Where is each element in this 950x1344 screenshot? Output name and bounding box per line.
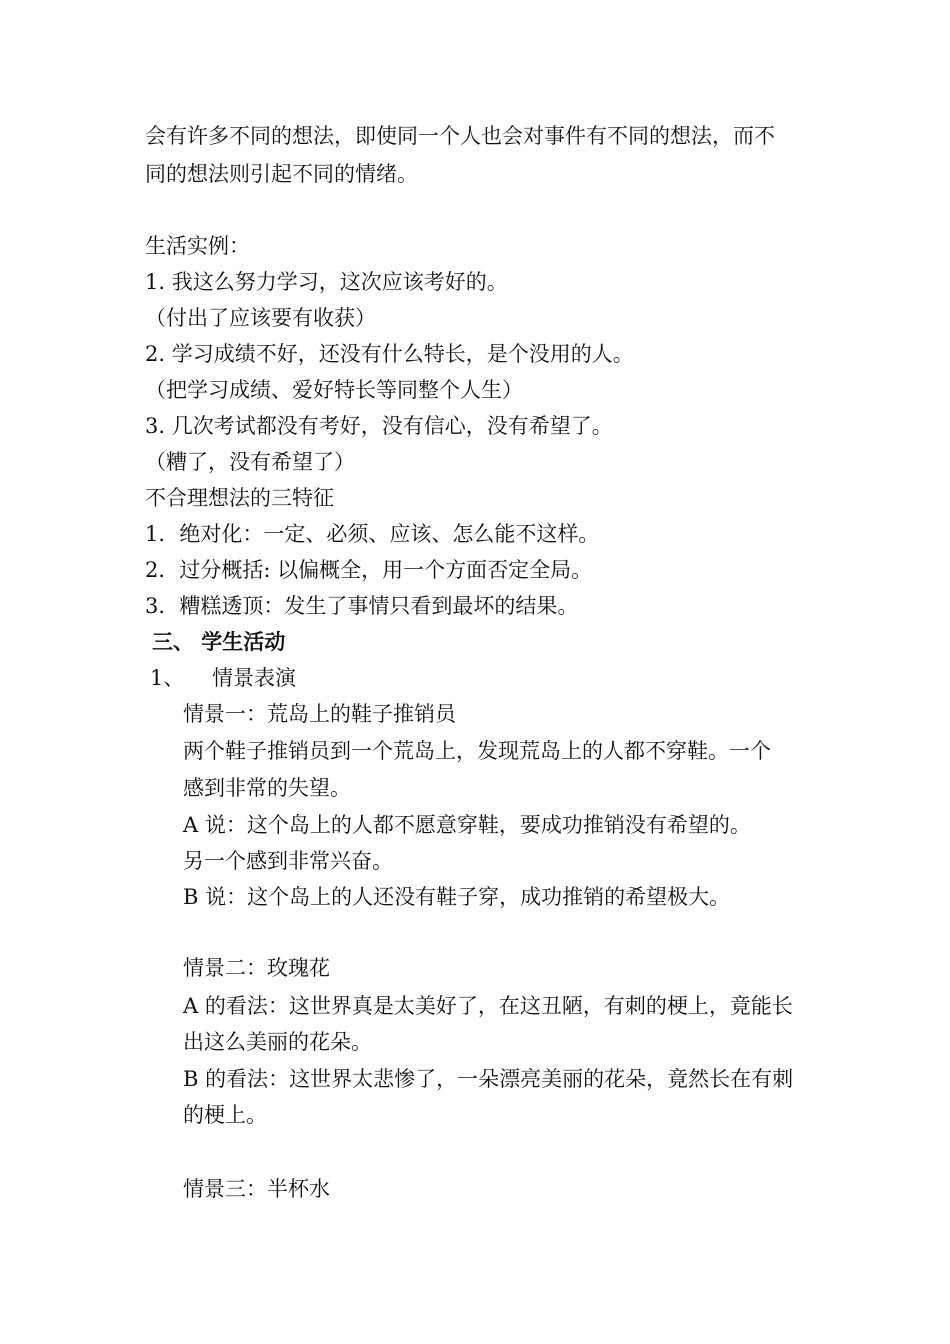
feature-1: 1．绝对化：一定、必须、应该、怎么能不这样。 [145,522,600,546]
feature-2: 2．过分概括: 以偏概全，用一个方面否定全局。 [145,558,593,582]
scene-2-b-line-2: 的梗上。 [183,1103,267,1127]
intro-line-2: 同的想法则引起不同的情绪。 [145,162,418,186]
examples-heading: 生活实例： [145,234,250,258]
intro-line-1: 会有许多不同的想法，即使同一个人也会对事件有不同的想法，而不 [145,124,775,148]
scene-2-title: 情景二：玫瑰花 [183,956,330,980]
scene-1-a: A 说：这个岛上的人都不愿意穿鞋，要成功推销没有希望的。 [183,813,751,837]
example-1: 1. 我这么努力学习，这次应该考好的。 [145,270,508,294]
scene-1-title: 情景一：荒岛上的鞋子推销员 [183,702,456,726]
feature-3: 3．糟糕透顶：发生了事情只看到最坏的结果。 [145,594,579,618]
scene-2-b-line-1: B 的看法：这世界太悲惨了，一朵漂亮美丽的花朵，竟然长在有刺 [183,1067,794,1091]
scene-1-para-line-1: 两个鞋子推销员到一个荒岛上，发现荒岛上的人都不穿鞋。一个 [183,739,771,763]
scene-1-other: 另一个感到非常兴奋。 [183,849,393,873]
scene-3-title: 情景三：半杯水 [183,1177,330,1201]
scene-2-a-line-1: A 的看法：这世界真是太美好了，在这丑陋，有刺的梗上，竟能长 [183,994,793,1018]
subsection-number: 1、 [150,666,185,690]
scene-2-a-line-2: 出这么美丽的花朵。 [183,1030,372,1054]
example-1-note: （付出了应该要有收获） [145,306,376,330]
example-2: 2. 学习成绩不好，还没有什么特长，是个没用的人。 [145,342,634,366]
example-2-note: （把学习成绩、爱好特长等同整个人生） [145,378,523,402]
subsection-title: 情景表演 [212,666,296,690]
example-3-note: （糟了，没有希望了） [145,450,355,474]
features-heading: 不合理想法的三特征 [145,486,334,510]
section-3-heading: 三、 学生活动 [152,630,286,654]
example-3: 3. 几次考试都没有考好，没有信心，没有希望了。 [145,414,613,438]
scene-1-para-line-2: 感到非常的失望。 [183,776,351,800]
scene-1-b: B 说：这个岛上的人还没有鞋子穿，成功推销的希望极大。 [183,885,731,909]
